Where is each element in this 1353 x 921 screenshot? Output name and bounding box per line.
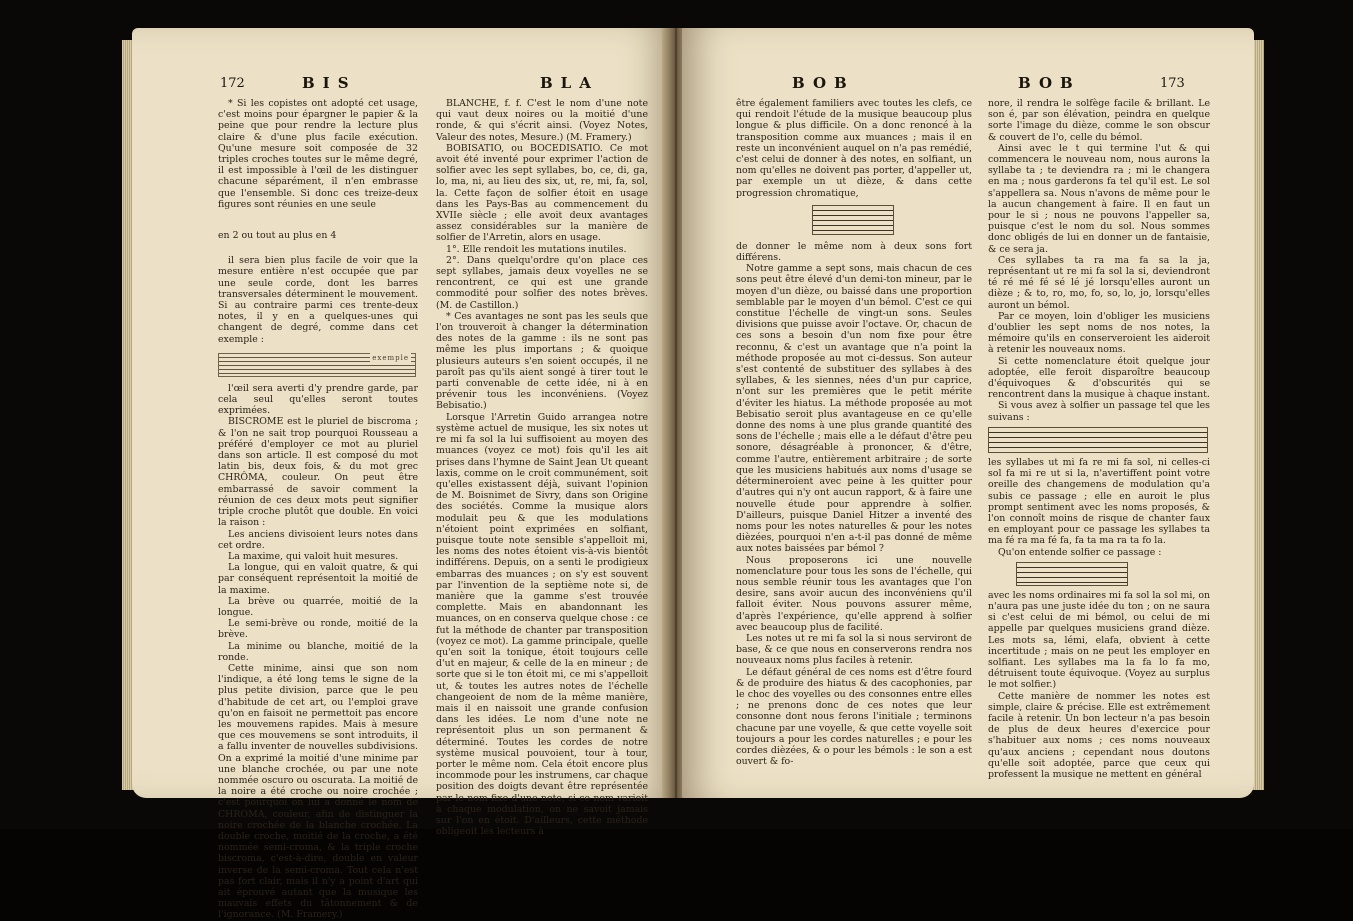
left-column-1 [218,98,418,921]
music-passage-figure-2 [1016,562,1128,586]
paragraph: en 2 ou tout au plus en 4 [218,230,337,242]
paragraph: Qu'on entende solfier ce passage : [998,546,1162,558]
right-page-number: 173 [1160,76,1185,91]
paragraph: l'œil sera averti d'y prendre garde, par cela seul qu'elles seront toutes exprimées. [218,382,418,417]
music-example-caption: exemple [370,353,411,364]
paragraph: Les notes ut re mi fa sol la si nous serviront de base, & ce que nous en conserverons rendra nos nouveaux noms plus faciles à retenir. [736,632,972,667]
paragraph: Si cette nomenclature étoit quelque jour adoptée, elle feroit disparoître beaucoup d'équivoques & d'obscurités qui se rencontrent dans la musique à chaque instant. [988,355,1210,401]
paragraph: Les anciens divisoient leurs notes dans cet ordre. [218,528,418,551]
right-column-2 [988,98,1210,786]
list-item: Le semi-brève ou ronde, moitié de la brève. [218,618,418,641]
paragraph: 1°. Elle rendoit les mutations inutiles. [446,243,627,255]
paragraph: Lorsque l'Arretin Guido arrangea notre système actuel de musique, les six notes ut re mi fa sol la lui suffisoient au moyen des muances (voyez ce mot) fois qu'il les ait prises dans l'hymne de Saint Jean Ut queant laxis, comme on le croit communément, soit qu'elles existassent déjà, suivant l'opinion de M. Boisnimet de Sivry, dans son Origine des sociétés. Comme la musique alors modulait peu & que les modulations n'étoient point exprimées en solfiant, puisque toute note sensible s'appelloit mi, les noms des notes étoient vis-à-vis bientôt indifférens. Depuis, on a senti le prodigieux embarras des muances ; on s'y est souvent par l'invention de la septième note si, de manière que la gamme s'est trouvée complette. Mais en abandonnant les muances, on en conserva quelque chose : ce fut la méthode de chanter par transposition (voyez ce mot). La gamme principale, quelle qu'en soit la tonique, étoit toujours celle d'ut en majeur, & celle de la en mineur ; de sorte que si le ton étoit mi, ce mi s'appelloit ut, & toutes les autres notes de l'échelle changeoient de nom de la même manière, mais il en naissoit une grande confusion dans les idées. Le nom d'une note ne représentoit plus un son permanent & déterminé. Toutes les cordes de notre système musical pouvoient, tour à tour, porter le même nom. Cela étoit encore plus incommode pour les instrumens, car chaque position des doigts devant être représentée par le nom fixe d'une note, si ce nom varioit à chaque modulation, on ne savoit jamais sur l'on en étoit. D'ailleurs, cette méthode obligeoit les lecteurs à [436,411,648,838]
right-page [682,28,1254,798]
left-page-number: 172 [220,76,245,91]
entry-blanche: BLANCHE, f. f. C'est le nom d'une note qui vaut deux noires ou la moitié d'une ronde, & qui s'écrit ainsi. (Voyez Notes, Valeur des notes, Mesure.) (M. Framery.) [436,98,648,143]
paragraph: Si vous avez à solfier un passage tel que les suivans : [988,400,1210,423]
left-running-head-2: BLA [540,74,599,92]
music-example [218,353,416,377]
paragraph: Notre gamme a sept sons, mais chacun de ces sons peut être élevé d'un demi-ton mineur, par le moyen d'un dièze, ou baissé dans une proportion semblable par le moyen d'un bémol. C'est ce qui constitue l'échelle de vingt-un sons. Seules divisions que puisse avoir l'octave. Or, chacun de ces sons a besoin d'un nom fixe pour être reconnu, & c'est un avantage que n'a point la méthode proposée au mot ci-dessus. Son auteur s'est contenté de substituer des syllabes à des syllabes, & les siennes, nées d'un pur caprice, n'ont sur les premières que le petit mérite d'éviter les hiatus. La méthode proposée au mot Bebisatio seroit plus avantageuse en ce qu'elle donne des noms à une plus grande quantité des sons de l'échelle ; mais elle a le défaut d'être peu sonore, désagréable à prononcer, & d'être, comme l'autre, entièrement arbitraire ; de sorte que les musiciens habitués aux noms d'usage se détermineroient avec peine à les quitter pour d'autres qui n'y ont aucun rapport, & à faire une nouvelle étude pour apprendre à solfier. D'ailleurs, puisque Daniel Hitzer a inventé des noms pour les notes naturelles & pour les notes dièzées, pourquoi n'en a-t-il pas donné de même aux notes baissées par bémol ? [736,263,972,555]
list-item: La maxime, qui valoit huit mesures. [228,550,399,562]
paragraph: Ces syllabes ta ra ma fa sa la ja, représentant ut re mi fa sol la si, deviendront té ré mé fé sé lé jé lorsqu'elles auront un dièze ; & to, ro, mo, fo, so, lo, jo, lorsqu'elles auront un bémol. [988,254,1210,311]
left-running-head: BIS [302,74,357,92]
paragraph: Nous proposerons ici une nouvelle nomenclature pour tous les sons de l'échelle, qui nous semble réunir tous les avantages que l'on desire, sans avoir aucun des inconvéniens qu'il falloit éviter. Nous pouvons assurer même, d'après l'expérience, qu'elle apprend à solfier avec beaucoup plus de facilité. [736,554,972,633]
paragraph: avec les noms ordinaires mi fa sol la sol mi, on n'aura pas une juste idée du ton ; on ne saura si c'est celui de mi bémol, ou celui de mi appelle par quelques musiciens grand dièze. Les mots sa, lémi, elafa, obvient à cette incertitude ; mais on ne peut les employer en solfiant. Les syllabes ma la fa lo fa mo, détruisent toute équivoque. (Voyez au surplus le mot solfier.) [988,589,1210,691]
chromatic-progression-figure [812,205,894,235]
list-item: La brève ou quarrée, moitié de la longue. [218,595,418,618]
music-passage-figure-1 [988,427,1208,453]
right-running-head-2: BOB [1018,74,1081,92]
paragraph: être également familiers avec toutes les clefs, ce qui rendoit l'étude de la musique beaucoup plus longue & plus difficile. On a donc renoncé à la transposition comme aux muances ; mais il en reste un inconvénient auquel on n'a pas remédié, c'est celui de donner à des notes, en solfiant, un nom qu'elles ne doivent pas porter, d'appeller ut, par exemple un ut dièze, & dans cette progression chromatique, [736,98,972,199]
entry-bobisatio: BOBISATIO, ou BOCEDISATIO. Ce mot avoit été inventé pour exprimer l'action de solfier avec les sept syllabes, bo, ce, di, ga, lo, ma, ni, au lieu des six, ut, re, mi, fa, sol, la. Cette façon de solfier étoit en usage dans les Pays-Bas au commencement du XVIIe siècle ; elle avoit deux avantages assez considérables sur la manière de solfier de l'Arretin, alors en usage. [436,142,648,244]
paragraph: nore, il rendra le solfège facile & brillant. Le son é, par son élévation, peindra en quelque sorte l'image du dièze, comme le son obscur & couvert de l'o, celle du bémol. [988,98,1210,143]
list-item: La minime ou blanche, moitié de la ronde. [218,640,418,663]
paragraph: 2°. Dans quelqu'ordre qu'on place ces sept syllabes, jamais deux voyelles ne se rencontrent, ce qui est une grande commodité pour solfier des notes brèves. (M. de Castillon.) [436,254,648,311]
paragraph: * Ces avantages ne sont pas les seuls que l'on trouveroit à changer la détermination des notes de la gamme : ils ne sont pas même les plus importans ; & quoique plusieurs auteurs s'en soient occupés, il ne paroît pas qu'ils aient songé à tirer tout le parti convenable de cette idée, ni à en prévenir tous les inconvéniens. (Voyez Bebisatio.) [436,310,648,412]
paragraph: Cette manière de nommer les notes est simple, claire & précise. Elle est extrêmement facile à retenir. Un bon lecteur n'a pas besoin de plus de deux heures d'exercice pour s'habituer aux noms ; ces noms nouveaux qu'aux anciens ; cependant nous doutons qu'elle soit adoptée, parce que ceux qui professent la musique ne mettent en général [988,690,1210,780]
left-column-2 [436,98,648,838]
entry-biscrome: BISCROME est le pluriel de biscroma ; & l'on ne sait trop pourquoi Rousseau a préféré d'employer ce mot au pluriel dans son article. Il est composé du mot latin bis, deux fois, & du mot grec CHRÔMA, couleur. On peut être embarrassé de savoir comment la réunion de ces deux mots peut signifier triple croche plutôt que double. En voici la raison : [218,416,418,529]
list-item: La longue, qui en valoit quatre, & qui par conséquent représentoit la moitié de la maxime. [218,562,418,596]
paragraph: Le défaut général de ces noms est d'être fourd & de produire des hiatus & des cacophonies, par le choc des voyelles ou des consonnes entre elles ; ne prenons donc de ces notes que leur consonne dont nous ferons l'initiale ; terminons chacune par une voyelle, & que cette voyelle soit toujours a pour les cordes naturelles ; e pour les cordes dièzées, & o pour les bémols : le son a est ouvert & fo- [736,666,972,768]
paragraph: les syllabes ut mi fa re mi fa sol, ni celles-ci sol fa mi re ut si la, n'avertiffent point votre oreille des changemens de modulation qu'a subis ce passage ; elle en auroit le plus prompt sentiment avec les noms proposés, & l'on connoît moins de risque de chanter faux en employant pour ce passage les syllabes ta ma fé ra ma fé fa, fa ta ma ra ta fo la. [988,456,1210,547]
right-column-1 [736,98,972,786]
paragraph: Par ce moyen, loin d'obliger les musiciens d'oublier les sept noms de nos notes, la mémoire qu'ils en conserveroient les aideroit à retenir les nouveaux noms. [988,310,1210,356]
paragraph: Cette minime, ainsi que son nom l'indique, a été long tems le signe de la plus petite division, parce que le peu d'habitude de cet art, ou l'emploi grave qu'on en faisoit ne permettoit pas encore les mouvemens rapides. Mais à mesure que ces mouvemens se sont introduits, il a fallu inventer de nouvelles subdivisions. On a exprimé la moitié d'une minime par une blanche crochée, ou par une note nommée oscuro ou oscurata. La moitié de la noire a été croche ou noire crochée ; c'est pourquoi on lui a donné le nom de CHROMA, couleur, afin de distinguer la noire crochée de la blanche crochée. La double croche, moitié de la croche, a été nommée semi-croma, & la triple croche biscroma, c'est-à-dire, double en valeur inverse de la semi-croma. Tout cela n'est pas fort clair, mais il n'y a point d'art qui ait éprouvé autant que la musique les mauvais effets du tâtonnement & de l'ignorance. (M. Framery.) [218,662,418,921]
left-page [132,28,672,921]
paragraph: il sera bien plus facile de voir que la mesure entière n'est occupée que par une seule corde, dont les barres transversales déterminent le mouvement. Si au contraire parmi ces trente-deux notes, il y en a quelques-unes qui changent de degré, comme dans cet exemple : [218,255,418,345]
paragraph: de donner le même nom à deux sons fort différens. [736,240,972,264]
paragraph: Ainsi avec le t qui termine l'ut & qui commencera le nouveau nom, nous aurons la syllabe ta ; te deviendra ra ; mi le changera en ma ; nous garderons fa tel qu'il est. Le sol s'appellera sa. Nous n'avons de même pour le la aucun changement à faire. Il en faut un pour le si ; nous ne pouvons l'appeller sa, puisque c'est le nom du sol. Nous sommes donc obligés de lui en donner un de fantaisie, & ce sera ja. [988,142,1210,255]
paragraph: * Si les copistes ont adopté cet usage, c'est moins pour épargner le papier & la peine que pour rendre la lecture plus claire & d'une plus facile exécution. Qu'une mesure soit composée de 32 triples croches toutes sur le même degré, il est impossible à l'œil de les distinguer chacune séparément, il n'en embrasse que l'ensemble. Si donc ces treize-deux figures sont réunies en une seule [218,98,418,210]
right-running-head: BOB [792,74,855,92]
